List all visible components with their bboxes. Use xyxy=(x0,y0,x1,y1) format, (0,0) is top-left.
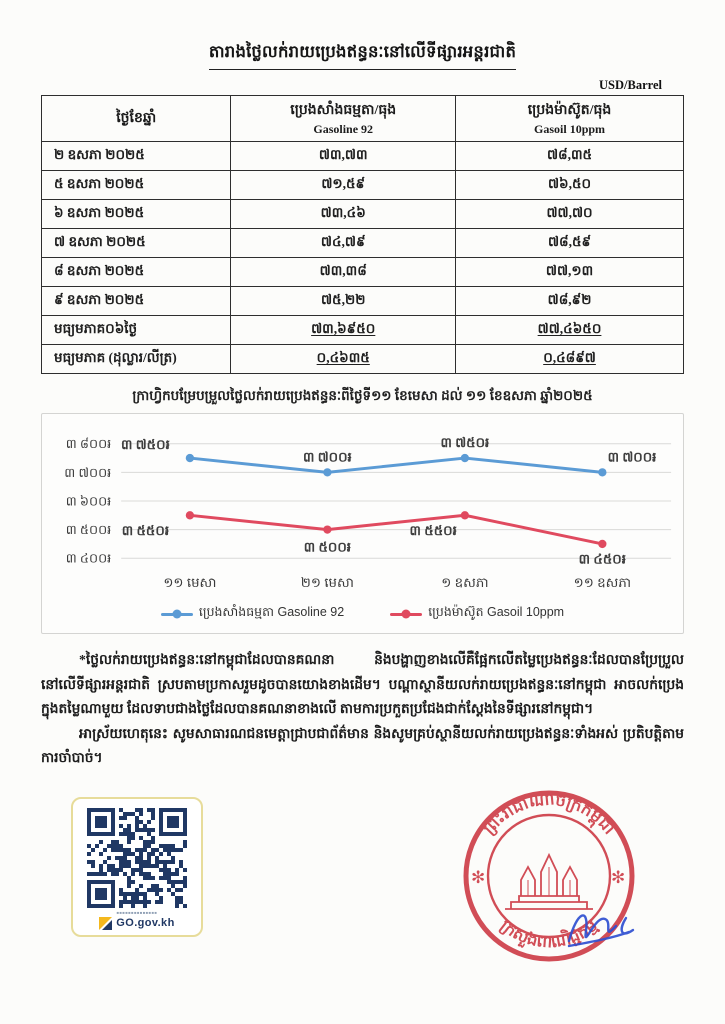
footnote-paragraph-1: *ថ្លៃលក់រាយប្រេងឥន្ធនៈនៅកម្ពុជាដែលបានគណនា និងបង្ហាញខាងលើគឺផ្អែកលើតម្លៃប្រេងឥន្ធនៈដែលបានប្រែប្រួលនៅលើទីផ្សារអន្តរជាតិ ស្របតាមប្រកាសរួមដូចបានយោងខាងដើម។ បណ្ដាស្ថានីយលក់រាយប្រេងឥន្ធនៈនៅកម្ពុជា អាចលក់ប្រេងក្នុងតម្លៃណាមួយ ដែលទាបជាងថ្លៃដែលបានគណនាខាងលើ តាមការប្រកួតប្រជែងជាក់ស្ដែងនៃទីផ្សារនៅកម្ពុជា។ xyxy=(41,652,684,717)
gasoil-price-cell: ៧៧,៧០ xyxy=(456,200,684,229)
data-label: ៣ ៥៥០៛ xyxy=(409,523,457,539)
gasoline-average-cell: ៧៣,៦៩៥០ xyxy=(231,316,456,345)
table-row xyxy=(42,287,684,316)
data-label: ៣ ៤៥០៛ xyxy=(578,551,627,567)
chart-legend xyxy=(46,603,679,629)
data-label: ៣ ៧៥០៛ xyxy=(120,437,170,453)
col-header-gasoil-kh: ប្រេងម៉ាស៊ូត/ធុង xyxy=(527,103,612,118)
gasoil-average-cell: ០,៤៨៩៧ xyxy=(456,345,684,374)
legend-item-gasoil xyxy=(390,605,564,623)
summary-label: មធ្យមភាគ (ដុល្លារ/លីត្រ) xyxy=(42,345,231,374)
gasoil-price-cell: ៧៧,១៣ xyxy=(456,258,684,287)
stamp-seal xyxy=(466,789,632,959)
data-point xyxy=(186,511,194,519)
gasoil-price-cell: ៧៦,៥០ xyxy=(456,171,684,200)
data-label: ៣ ៧០០៛ xyxy=(302,449,352,465)
table-row xyxy=(42,142,684,171)
gasoline-price-cell: ៧១,៥៩ xyxy=(231,171,456,200)
price-chart xyxy=(41,413,684,634)
gasoil-price-cell: ៧៨,៣៥ xyxy=(456,142,684,171)
gasoil-price-cell: ៧៨,៥៩ xyxy=(456,229,684,258)
table-row xyxy=(42,229,684,258)
col-header-gasoline-kh: ប្រេងសាំងធម្មតា/ធុង xyxy=(290,103,397,118)
series-line xyxy=(190,458,602,472)
document-header xyxy=(41,42,684,70)
col-header-date: ថ្ងៃខែឆ្នាំ xyxy=(42,96,231,142)
y-axis-tick-label: ៣ ៤០០៛ xyxy=(65,551,112,566)
col-header-gasoil-en: Gasoil 10ppm xyxy=(534,122,606,136)
table-header-row xyxy=(42,96,684,142)
y-axis-tick-label: ៣ ៧០០៛ xyxy=(64,465,112,480)
col-header-gasoil xyxy=(456,96,684,142)
gasoline-price-cell: ៧៣,៣៨ xyxy=(231,258,456,287)
x-axis-tick-label: ២១ មេសា xyxy=(300,575,354,591)
stamp-star-left-icon: ✻ xyxy=(471,867,486,887)
data-point xyxy=(323,525,331,533)
data-point xyxy=(461,511,469,519)
official-stamp xyxy=(441,783,676,983)
summary-row-6day-average xyxy=(42,316,684,345)
summary-row-usd-per-liter xyxy=(42,345,684,374)
gasoil-price-cell: ៧៨,៩២ xyxy=(456,287,684,316)
gasoline-line-marker-icon xyxy=(161,613,193,616)
data-label: ៣ ៧៥០៛ xyxy=(440,435,490,451)
page-title: តារាងថ្លៃលក់រាយប្រេងឥន្ធនៈនៅលើទីផ្សារអន្តរជាតិ xyxy=(209,42,516,70)
table-row xyxy=(42,258,684,287)
gasoline-price-cell: ៧៤,៧៩ xyxy=(231,229,456,258)
table-row xyxy=(42,200,684,229)
data-label: ៣ ៥៥០៛ xyxy=(121,523,170,539)
legend-item-gasoline xyxy=(161,605,344,623)
price-table xyxy=(41,95,684,374)
y-axis-tick-label: ៣ ៥០០៛ xyxy=(65,523,112,538)
gasoline-price-cell: ៧៣,៧៣ xyxy=(231,142,456,171)
summary-label: មធ្យមភាគ០៦ថ្ងៃ xyxy=(42,316,231,345)
qr-card xyxy=(71,797,203,937)
qr-logo xyxy=(99,917,174,930)
col-header-gasoline-en: Gasoline 92 xyxy=(313,122,374,136)
date-cell: ៩ ឧសភា ២០២៥ xyxy=(42,287,231,316)
unit-label: USD/Barrel xyxy=(599,78,662,92)
stamp-star-right-icon: ✻ xyxy=(611,867,626,887)
angkor-wat-icon xyxy=(505,855,593,909)
footnote-paragraph-2: អាស្រ័យហេតុនេះ សូមសាធារណជនមេត្តាជ្រាបជាព័ត៌មាន និងសូមគ្រប់ស្ថានីយលក់រាយប្រេងឥន្ធនៈទាំងអស់ ប្រតិបត្តិតាមការចាំបាច់។ xyxy=(41,725,684,766)
table-row xyxy=(42,171,684,200)
stamp-svg xyxy=(441,783,676,978)
go-gov-kh-logo-icon xyxy=(99,917,112,930)
legend-label: ប្រេងម៉ាស៊ូត Gasoil 10ppm xyxy=(428,605,565,619)
gasoline-price-cell: ៧៣,៤៦ xyxy=(231,200,456,229)
stamp-top-text: ព្រះរាជាណាចក្រកម្ពុជា xyxy=(479,788,620,838)
gasoil-average-cell: ៧៧,៤៦៥០ xyxy=(456,316,684,345)
date-cell: ៦ ឧសភា ២០២៥ xyxy=(42,200,231,229)
document-footer xyxy=(41,783,684,983)
gasoline-price-cell: ៧៥,២២ xyxy=(231,287,456,316)
data-point xyxy=(323,468,331,476)
data-point xyxy=(598,540,606,548)
date-cell: ៥ ឧសភា ២០២៥ xyxy=(42,171,231,200)
col-header-gasoline xyxy=(231,96,456,142)
qr-code-svg xyxy=(87,808,187,908)
price-chart-svg xyxy=(46,422,679,598)
x-axis-tick-label: ១ ឧសភា xyxy=(441,575,489,591)
x-axis-tick-label: ១១ មេសា xyxy=(163,575,217,591)
gasoline-average-cell: ០,៤៦៣៥ xyxy=(231,345,456,374)
chart-title: ក្រាហ្វិកបម្រែបម្រួលថ្លៃលក់រាយប្រេងឥន្ធនៈពីថ្ងៃទី១១ ខែមេសា ដល់ ១១ ខែឧសភា ឆ្នាំ២០២៥ xyxy=(132,388,593,403)
y-axis-tick-label: ៣ ៦០០៛ xyxy=(65,494,112,509)
data-point xyxy=(186,454,194,462)
stamp-bottom-text: ក្រសួងពាណិជ្ជកម្ម xyxy=(496,915,602,952)
date-cell: ៨ ឧសភា ២០២៥ xyxy=(42,258,231,287)
footnotes xyxy=(41,648,684,771)
data-point xyxy=(461,454,469,462)
qr-logo-label: GO.gov.kh xyxy=(116,917,175,930)
y-axis-tick-label: ៣ ៨០០៛ xyxy=(65,437,112,452)
x-axis-tick-label: ១១ ឧសភា xyxy=(573,575,632,591)
gasoil-line-marker-icon xyxy=(390,613,422,616)
data-label: ៣ ៧០០៛ xyxy=(607,449,657,465)
legend-label: ប្រេងសាំងធម្មតា Gasoline 92 xyxy=(198,605,345,619)
date-cell: ២ ឧសភា ២០២៥ xyxy=(42,142,231,171)
qr-caption: ■■■■■■■■■■■■■■ xyxy=(116,909,158,915)
date-cell: ៧ ឧសភា ២០២៥ xyxy=(42,229,231,258)
data-point xyxy=(598,468,606,476)
data-label: ៣ ៥០០៛ xyxy=(303,539,352,555)
